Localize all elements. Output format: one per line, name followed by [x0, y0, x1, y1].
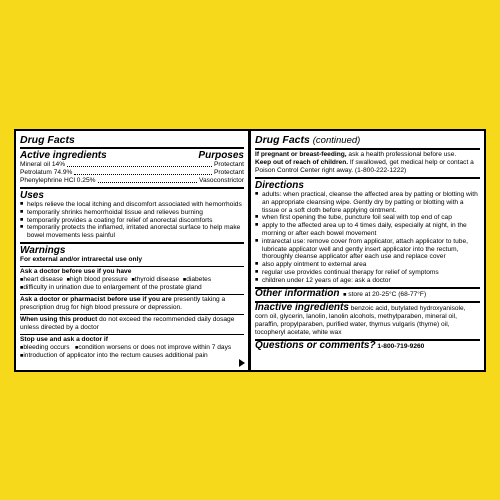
list-item: ■ also apply ointment to external area [255, 261, 480, 269]
list-item: ■ temporarily provides a coating for relief of anorectal discomforts [20, 217, 244, 225]
questions-heading: Questions or comments? [255, 339, 376, 351]
keep-out-warning [255, 159, 480, 175]
ingredient-purpose: Protectant [213, 169, 244, 176]
drug-facts-title: Drug Facts [255, 134, 310, 146]
purposes-heading: Purposes [198, 150, 244, 161]
stop-item: ■ introduction of applicator into the rectum causes additional pain [20, 352, 208, 359]
keep-out-bold: Keep out of reach of children. [255, 159, 349, 166]
active-ingredients-heading: Active ingredients [20, 150, 107, 161]
continue-arrow-icon [239, 359, 245, 367]
pharmacist-warning-text: presently taking a prescription drug for high blood pressure or depression. [20, 295, 226, 311]
inactive-ingredients-section [255, 301, 480, 337]
stop-use-section [20, 334, 244, 360]
other-information-text: store at 20-25°C (68-77°F) [348, 290, 427, 298]
warnings-section [20, 242, 244, 360]
when-using-warning [20, 314, 244, 332]
list-item: ■ temporarily protects the inflamed, irritated anorectal surface to help make bowel movements less painful [20, 224, 244, 240]
list-item: ■ apply to the affected area up to 4 times daily, especially at night, in the morning or after each bowel movement [255, 222, 480, 238]
list-item: ■ children under 12 years of age: ask a doctor [255, 277, 480, 285]
list-item: ■ temporarily shrinks hemorrhoidal tissue and relieves burning [20, 209, 244, 217]
drug-facts-title-continued [255, 134, 480, 150]
conditions-list [20, 276, 244, 292]
other-information-section: Other information ■ store at 20-25°C (68-77°F) [255, 287, 480, 299]
directions-section [255, 177, 480, 285]
drug-facts-panel-left [14, 129, 250, 372]
pregnancy-text: ask a health professional before use. [346, 151, 457, 158]
questions-section [255, 339, 480, 351]
pregnancy-warning [255, 151, 480, 159]
ask-doctor-heading: Ask a doctor before use if you have [20, 267, 132, 275]
ingredient-purpose: Vasoconstrictor [199, 177, 244, 184]
list-item: ■ when first opening the tube, puncture foil seal with top end of cap [255, 214, 480, 222]
pharmacist-warning [20, 294, 244, 312]
warnings-heading: Warnings [20, 244, 66, 256]
stop-item: ■ bleeding occurs [20, 344, 70, 351]
when-using-bold: When using this product [20, 315, 98, 323]
questions-phone: 1-800-719-9260 [377, 342, 425, 350]
list-item: ■ adults: when practical, cleanse the affected area by patting or blotting with an appropriate cleansing wipe. Gently dry by patting or blotting with a tissue or a soft cloth before applying ointment. [255, 191, 480, 214]
ingredient-name: Petrolatum 74.9% [20, 169, 73, 176]
when-using-text: do not exceed the recommended daily dosage unless directed by a doctor [20, 315, 235, 331]
pharmacist-warning-bold: Ask a doctor or pharmacist before use if you are [20, 295, 172, 303]
directions-heading: Directions [255, 180, 304, 191]
other-information-heading: Other information [255, 287, 340, 299]
keep-out-text: If swallowed, get medical help or contact a Poison Control Center right away. (1-800-222-1222) [255, 159, 474, 174]
ingredient-name: Phenylephrine HCl 0.25% [20, 177, 96, 184]
condition-item: ■ heart disease [20, 276, 63, 283]
drug-facts-panel-right [249, 129, 486, 372]
ingredient-row [20, 177, 244, 185]
uses-heading: Uses [20, 190, 44, 201]
external-use-note: For external and/or intrarectal use only [20, 255, 143, 263]
drug-facts-title: Drug Facts [20, 134, 244, 149]
ingredient-name: Mineral oil 14% [20, 161, 66, 168]
list-item: ■ regular use provides continual therapy for relief of symptoms [255, 269, 480, 277]
inactive-ingredients-heading: Inactive ingredients [255, 301, 349, 313]
ingredient-purpose: Protectant [213, 161, 244, 168]
inactive-ingredients-text: benzoic acid, butylated hydroxyanisole, corn oil, glycerin, lanolin, lanolin alcohols, methylparaben, mineral oil, paraffin, propylparaben, purified water, thymus vulgaris (thyme) oil, tocopheryl acetate, white wax [255, 304, 466, 336]
list-item: ■ helps relieve the local itching and discomfort associated with hemorrhoids [20, 201, 244, 209]
condition-item: ■ high blood pressure [67, 276, 128, 283]
pregnancy-bold: If pregnant or breast-feeding, [255, 151, 347, 158]
condition-item: ■ diabetes [183, 276, 211, 283]
active-ingredients-section [20, 150, 244, 185]
condition-item: ■ difficulty in urination due to enlargement of the prostate gland [20, 284, 202, 291]
condition-item: ■ thyroid disease [132, 276, 180, 283]
list-item: ■ intrarectal use: remove cover from applicator, attach applicator to tube, lubricate applicator well and gently insert applicator into the rectum, thoroughly cleanse applicator after each use and replace cover [255, 238, 480, 261]
ingredient-row [20, 169, 244, 177]
stop-item: ■ condition worsens or does not improve within 7 days [75, 344, 231, 351]
continued-label: (continued) [312, 135, 361, 146]
uses-section [20, 187, 244, 240]
ingredient-row [20, 161, 244, 169]
stop-use-heading: Stop use and ask a doctor if [20, 335, 108, 343]
stop-use-list [20, 344, 244, 360]
